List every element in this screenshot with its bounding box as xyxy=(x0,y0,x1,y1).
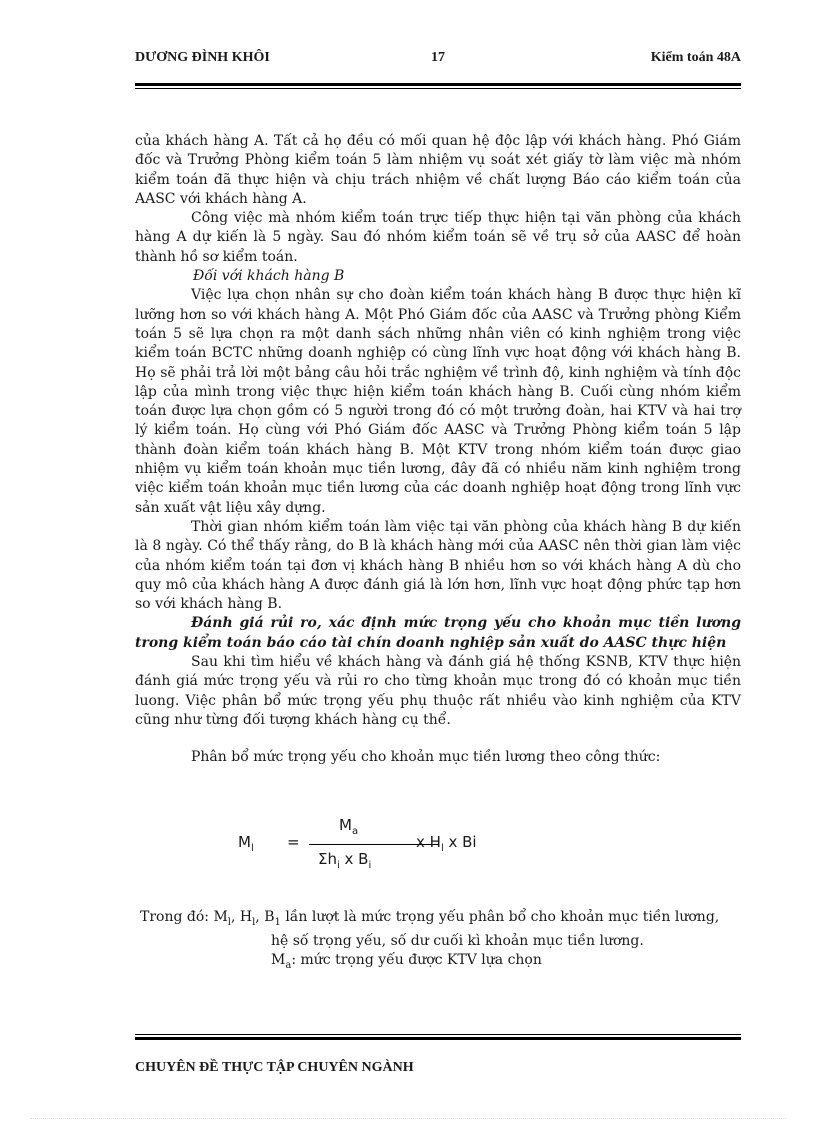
header-divider xyxy=(135,83,741,89)
header-class: Kiểm toán 48A xyxy=(650,50,741,65)
formula-lhs: $M_l$ xyxy=(238,833,254,854)
section-heading: Đánh giá rủi ro, xác định mức trọng yếu cho khoản mục tiền lương trong kiểm toán báo cáo tài chín doanh nghiệp sản xuất do AASC thực hiện xyxy=(135,615,741,651)
subheading-client-b: Đối với khách hàng B xyxy=(193,268,345,285)
paragraph-2: Công việc mà nhóm kiểm toán trực tiếp thực hiện tại văn phòng của khách hàng A dự kiến là 5 ngày. Sau đó nhóm kiểm toán sẽ về trụ sở của AASC để hoàn thành hồ sơ kiểm toán. xyxy=(135,210,741,265)
page-header xyxy=(135,50,741,70)
header-author: DƯƠNG ĐÌNH KHÔI xyxy=(135,50,270,65)
header-page-number: 17 xyxy=(431,50,445,65)
formula-explanation xyxy=(140,908,740,975)
paragraph-6: Phân bổ mức trọng yếu cho khoản mục tiền lương theo công thức: xyxy=(191,749,661,766)
formula-denominator: $\Sigma h_i$ x $B_i$ xyxy=(318,850,372,871)
paragraph-1: của khách hàng A. Tất cả họ đều có mối quan hệ độc lập với khách hàng. Phó Giám đốc và Trưởng Phòng kiểm toán 5 làm nhiệm vụ soát xét giấy tờ làm việc mà nhóm kiểm toán đã thực hiện và chịu trách nhiệm về chất lượng Báo cáo kiểm toán của AASC với khách hàng A. xyxy=(135,133,741,207)
formula-numerator: $M_a$ xyxy=(339,816,359,837)
paragraph-3: Việc lựa chọn nhân sự cho đoàn kiểm toán khách hàng B được thực hiện kĩ lưỡng hơn so với khách hàng A. Một Phó Giám đốc của AASC và Trưởng phòng Kiểm toán 5 sẽ lựa chọn ra một danh sách những nhân viên có kinh nghiệm trong việc kiểm toán BCTC những doanh nghiệp có cùng lĩnh vực hoạt động với khách hàng B. Họ sẽ phải trả lời một bảng câu hỏi trắc nghiệm về trình độ, kinh nghiệm và tính độc lập của mình trong việc thực hiện kiểm toán khách hàng B. Cuối cùng nhóm kiểm toán được lựa chọn gồm có 5 người trong đó có một trưởng đoàn, hai KTV và hai trợ lý kiểm toán. Họ cùng với Phó Giám đốc AASC và Trưởng Phòng kiểm toán 5 lập thành đoàn kiểm toán khách hàng B. Một KTV trong nhóm kiểm toán được giao nhiệm vụ kiểm toán khoản mục tiền lương, đây đã có nhiều năm kinh nghiệm trong việc kiểm toán khoản mục tiền lương của các doanh nghiệp hoạt động trong lĩnh vực sản xuất vật liệu xây dựng. xyxy=(135,287,741,516)
footer-divider xyxy=(135,1034,741,1040)
explanation-line-3: $M_a$: mức trọng yếu được KTV lựa chọn xyxy=(271,952,542,972)
paragraph-4: Thời gian nhóm kiểm toán làm việc tại văn phòng của khách hàng B dự kiến là 8 ngày. Có thể thấy rằng, do B là khách hàng mới của AASC nên thời gian làm việc của nhóm kiểm toán tại đơn vị khách hàng B nhiều hơn so với khách hàng A dù cho quy mô của khách hàng A được đánh giá là lớn hơn, lĩnh vực hoạt động phức tạp hơn so với khách hàng B. xyxy=(135,518,741,613)
footer-title: CHUYÊN ĐỀ THỰC TẬP CHUYÊN NGÀNH xyxy=(135,1060,414,1075)
paragraph-5: Sau khi tìm hiểu về khách hàng và đánh giá hệ thống KSNB, KTV thực hiện đánh giá mức trọng yếu và rủi ro cho từng khoản mục trong đó có khoản mục tiền luong. Việc phân bổ mức trọng yếu phụ thuộc rất nhiều vào kinh nghiệm của KTV cũng như từng đối tượng khách hàng cụ thể. xyxy=(135,654,741,728)
formula-rhs: x $H_l$ x Bi xyxy=(416,833,477,854)
materiality-formula xyxy=(238,816,538,876)
explanation-line-2: hệ số trọng yếu, số dư cuối kì khoản mục tiền lương. xyxy=(271,933,644,950)
formula-equals: = xyxy=(287,833,300,851)
page-edge-dots xyxy=(30,1118,786,1119)
document-body xyxy=(135,132,741,768)
explanation-line-1: Trong đó: $M_l$, $H_l$, $B_1$ lần lượt là mức trọng yếu phân bổ cho khoản mục tiền lương, xyxy=(140,909,720,928)
